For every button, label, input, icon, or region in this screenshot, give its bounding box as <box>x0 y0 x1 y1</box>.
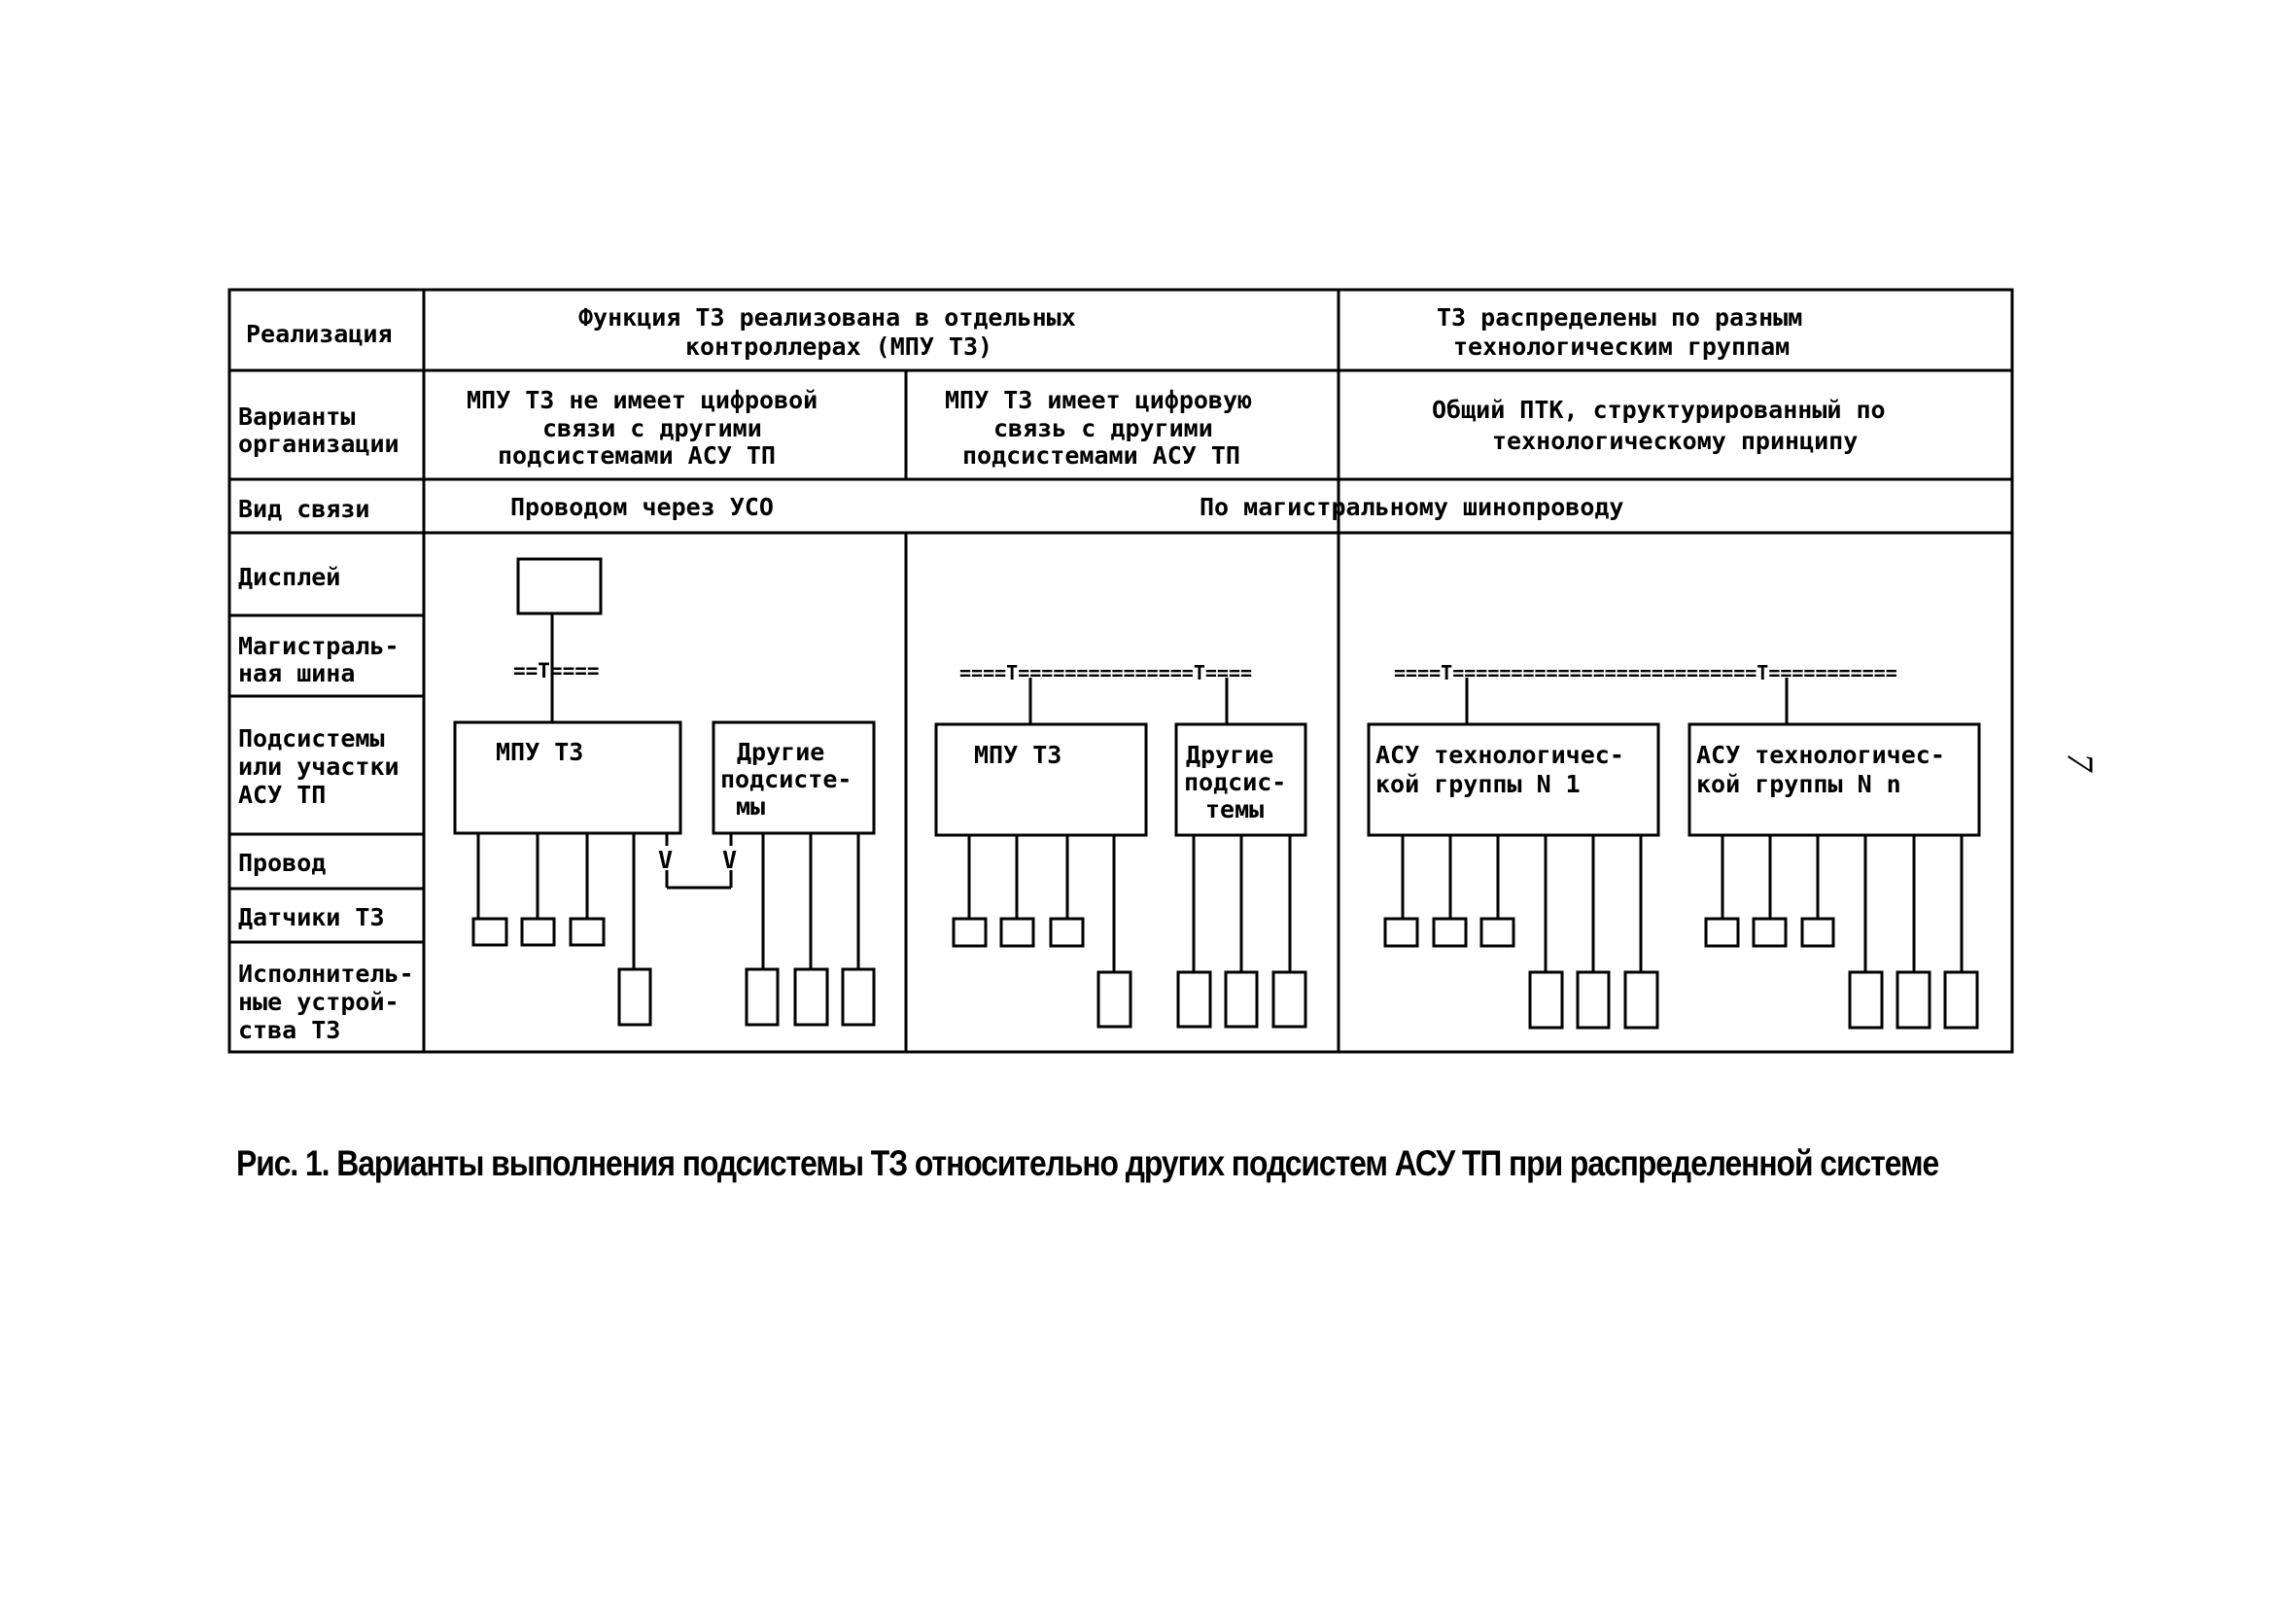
mpu-label-2: МПУ ТЗ <box>974 741 1062 769</box>
actuator-box <box>1625 972 1657 1028</box>
header-col-a-line1: Функция ТЗ реализована в отдельных <box>578 303 1076 332</box>
link-bus: По магистральному шинопроводу <box>1200 493 1624 521</box>
variant-1-line1: МПУ ТЗ не имеет цифровой <box>467 386 818 414</box>
wire-v-mark-left: V <box>658 846 674 874</box>
actuator-box <box>795 969 827 1025</box>
other-label-2-line3: темы <box>1205 795 1265 823</box>
actuator-box <box>1178 972 1210 1027</box>
row-label-actuators-line1: Исполнитель- <box>238 960 414 988</box>
row-label-display: Дисплей <box>238 563 341 591</box>
sensor-box <box>473 919 506 945</box>
asu-group-n-label-line1: АСУ технологичес- <box>1696 741 1945 769</box>
row-label-subs-line1: Подсистемы <box>238 724 385 752</box>
sensor-box <box>1385 919 1417 946</box>
actuator-box <box>1850 972 1882 1028</box>
bus-marker-3: ====T==========================T=========== <box>1394 661 1897 684</box>
actuator-box <box>1945 972 1977 1028</box>
row-label-sensors: Датчики ТЗ <box>238 903 385 931</box>
sensor-box <box>1434 919 1466 946</box>
mpu-label-1: МПУ ТЗ <box>496 738 584 766</box>
variant-1-line3: подсистемами АСУ ТП <box>498 441 776 470</box>
sensor-box <box>1802 919 1833 946</box>
variant-3-line2: технологическому принципу <box>1492 427 1859 455</box>
display-box <box>518 559 601 613</box>
sensor-box <box>1754 919 1786 946</box>
actuator-box <box>1897 972 1930 1028</box>
actuator-box <box>747 969 778 1025</box>
page-number: 7 <box>2059 752 2101 772</box>
sensor-box <box>1706 919 1738 946</box>
asu-group-1-label-line2: кой группы N 1 <box>1375 770 1581 798</box>
bus-marker-1: ==T==== <box>513 659 600 682</box>
variant-3-diagram <box>1369 678 1979 1028</box>
link-wire: Проводом через УСО <box>510 493 774 521</box>
asu-group-n-label-line2: кой группы N n <box>1696 770 1901 798</box>
variant-2-line2: связь с другими <box>993 414 1213 442</box>
row-label-bus-line2: ная шина <box>238 659 356 687</box>
actuator-box <box>843 969 874 1025</box>
other-label-1-line2: подсисте- <box>720 765 852 793</box>
actuator-box <box>1530 972 1562 1028</box>
header-row-label: Реализация <box>246 320 393 348</box>
other-label-1-line1: Другие <box>737 738 825 766</box>
asu-group-1-label-line1: АСУ технологичес- <box>1375 741 1624 769</box>
other-label-2-line2: подсис- <box>1184 768 1287 796</box>
variant-1-line2: связи с другими <box>542 414 762 442</box>
sensor-box <box>1051 919 1083 946</box>
row-label-subs-line2: или участки <box>238 752 400 781</box>
actuator-box <box>1273 972 1305 1027</box>
variant-2-line3: подсистемами АСУ ТП <box>962 441 1240 470</box>
other-label-2-line1: Другие <box>1186 741 1274 769</box>
actuator-box <box>1578 972 1609 1028</box>
header-col-b-line1: ТЗ распределены по разным <box>1437 303 1803 332</box>
header-col-b-line2: технологическим группам <box>1453 332 1791 361</box>
actuator-box <box>1226 972 1257 1027</box>
variant-2-line1: МПУ ТЗ имеет цифровую <box>945 386 1253 414</box>
sensor-box <box>522 919 554 945</box>
variant-2-diagram <box>936 678 1305 1027</box>
sensor-box <box>954 919 986 946</box>
other-label-1-line3: мы <box>736 792 766 821</box>
variants-row-label-line1: Варианты <box>238 402 356 431</box>
figure-caption: Рис. 1. Варианты выполнения подсистемы ТЗ относительно других подсистем АСУ ТП при распределенной системе <box>236 1143 1939 1183</box>
sensor-box <box>571 919 604 945</box>
row-label-subs-line3: АСУ ТП <box>238 781 327 809</box>
row-label-wire: Провод <box>238 849 327 877</box>
wire-v-mark-right: V <box>722 846 738 874</box>
sensor-box <box>1481 919 1513 946</box>
actuator-box <box>1098 972 1131 1027</box>
bus-marker-2: ====T===============T==== <box>959 661 1253 684</box>
header-col-a-line2: контроллерах (МПУ ТЗ) <box>685 332 993 361</box>
link-row-label: Вид связи <box>238 495 370 523</box>
row-label-actuators-line3: ства ТЗ <box>238 1016 341 1044</box>
sensor-box <box>1001 919 1033 946</box>
row-label-actuators-line2: ные устрой- <box>238 988 400 1016</box>
variant-3-line1: Общий ПТК, структурированный по <box>1432 396 1886 424</box>
variants-row-label-line2: организации <box>238 430 400 458</box>
actuator-box <box>619 969 650 1025</box>
row-label-bus-line1: Магистраль- <box>238 632 400 660</box>
